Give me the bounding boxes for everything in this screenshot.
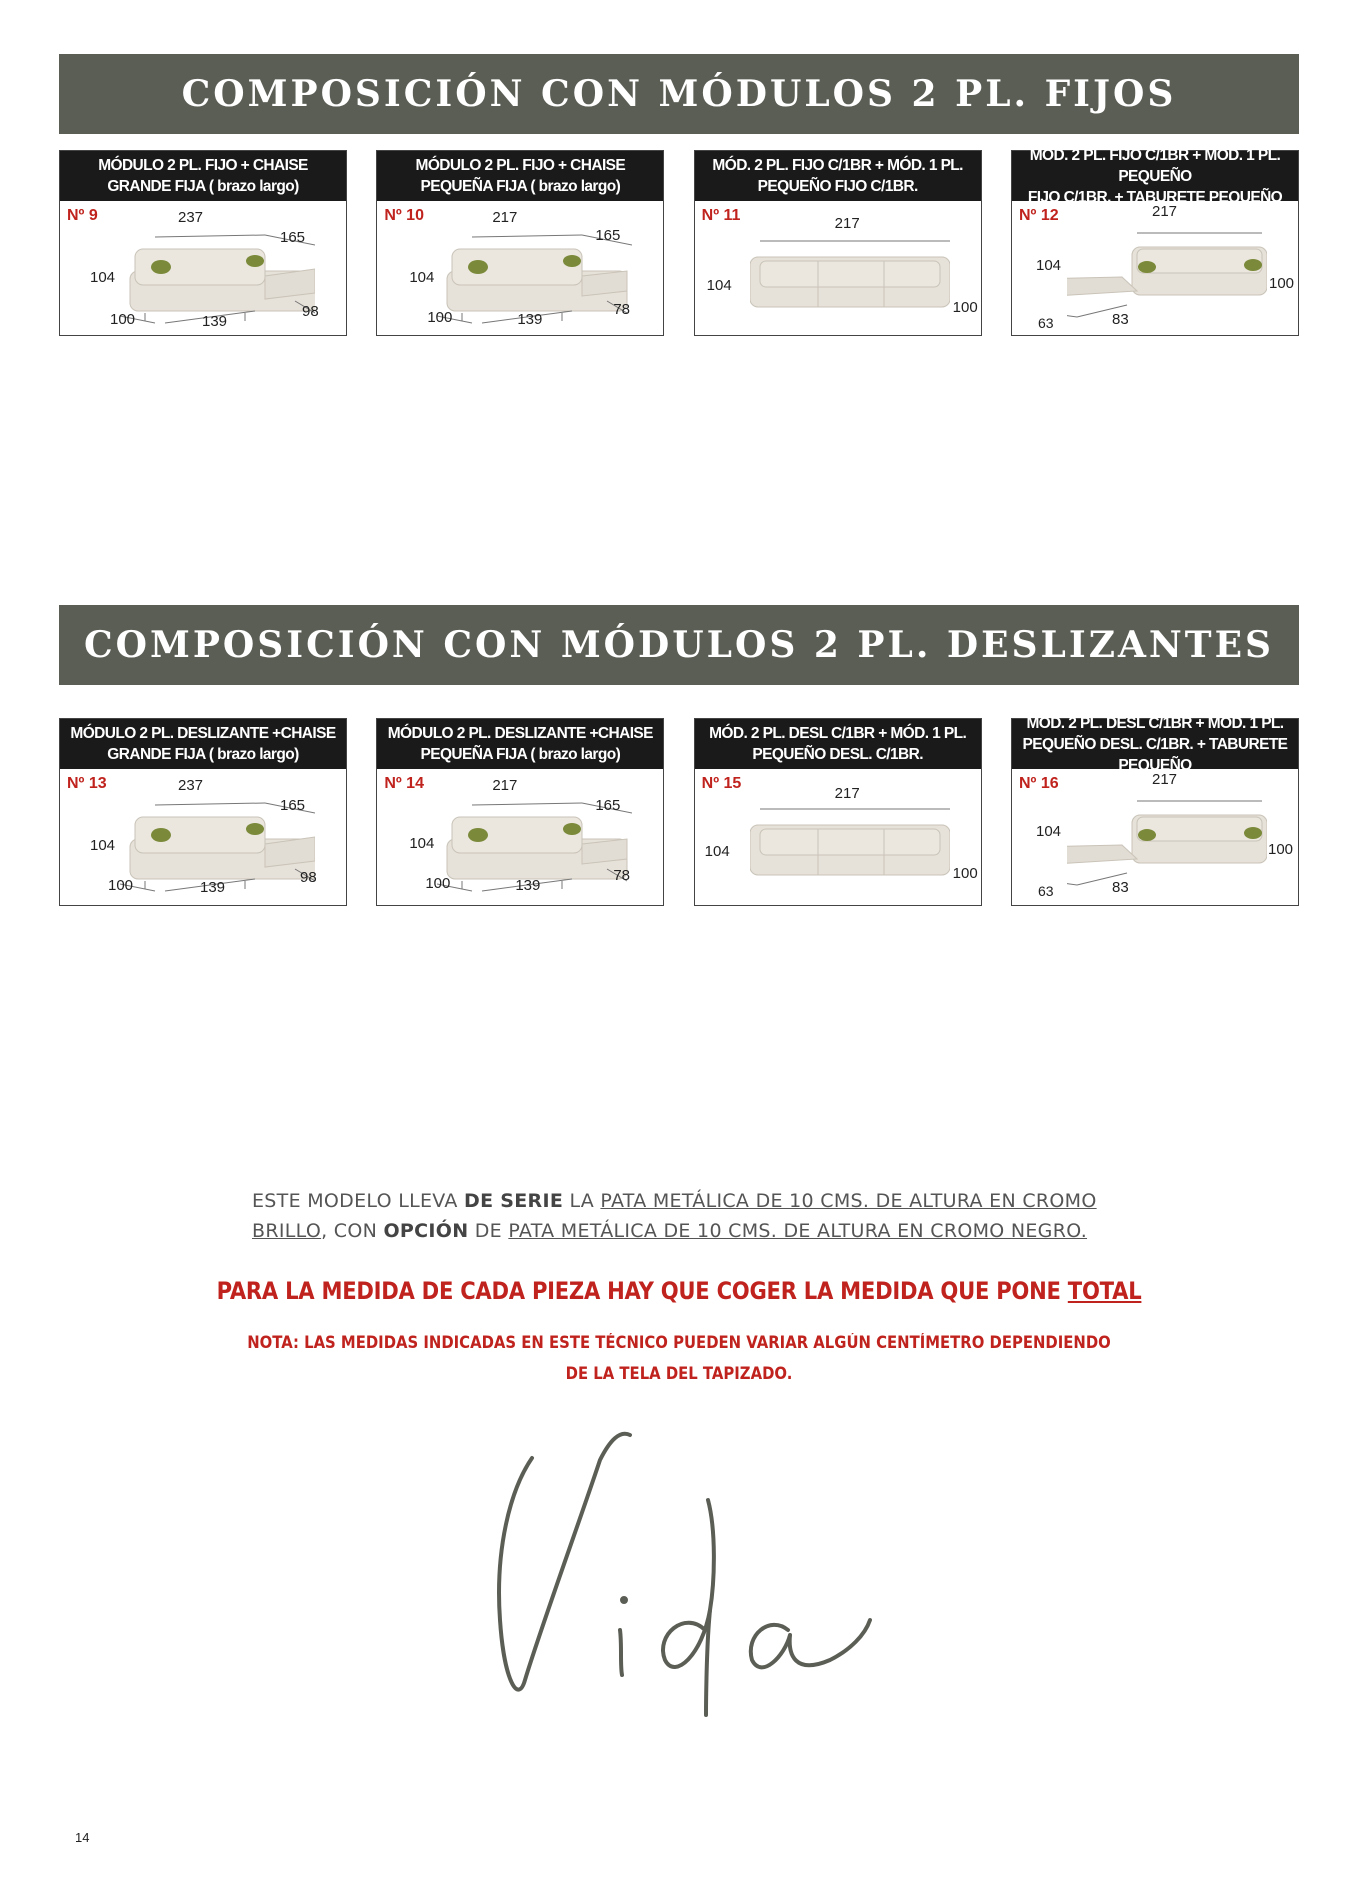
composition-number: Nº 13 xyxy=(67,775,107,792)
composition-card-9: MÓDULO 2 PL. FIJO + CHAISE GRANDE FIJA ( brazo largo) Nº 9 237 165 104 100 139 98 xyxy=(59,150,347,336)
composition-number: Nº 9 xyxy=(67,207,98,224)
sofa-with-stool-image xyxy=(1067,789,1267,897)
card-title: MÓD. 2 PL. DESL C/1BR + MÓD. 1 PL. PEQUEÑO DESL. C/1BR. + TABURETE PEQUEÑO xyxy=(1012,719,1298,769)
section-title-sliding: COMPOSICIÓN CON MÓDULOS 2 PL. DESLIZANTES xyxy=(59,605,1299,685)
sofa-with-stool-image xyxy=(1067,221,1267,329)
card-title: MÓD. 2 PL. DESL C/1BR + MÓD. 1 PL. PEQUEÑO DESL. C/1BR. xyxy=(695,719,981,769)
cards-row-fixed xyxy=(59,146,1299,336)
composition-number: Nº 11 xyxy=(701,207,741,224)
composition-card-16: MÓD. 2 PL. DESL C/1BR + MÓD. 1 PL. PEQUEÑO DESL. C/1BR. + TABURETE PEQUEÑO Nº 16 217 104 100 63 83 xyxy=(1011,718,1299,906)
cards-row-sliding xyxy=(59,714,1299,906)
card-title: MÓDULO 2 PL. FIJO + CHAISE GRANDE FIJA ( brazo largo) xyxy=(60,151,346,201)
card-title: MÓDULO 2 PL. DESLIZANTE +CHAISE PEQUEÑA FIJA ( brazo largo) xyxy=(377,719,663,769)
card-title: MÓDULO 2 PL. FIJO + CHAISE PEQUEÑA FIJA ( brazo largo) xyxy=(377,151,663,201)
straight-sofa-image xyxy=(750,221,950,329)
composition-card-13: MÓDULO 2 PL. DESLIZANTE +CHAISE GRANDE FIJA ( brazo largo) Nº 13 237 165 104 100 139 98 xyxy=(59,718,347,906)
straight-sofa-image xyxy=(750,789,950,897)
composition-number: Nº 12 xyxy=(1018,207,1059,224)
composition-number: Nº 16 xyxy=(1018,775,1059,792)
composition-number: Nº 10 xyxy=(384,207,424,224)
composition-number: Nº 14 xyxy=(384,775,424,792)
measurement-notice: PARA LA MEDIDA DE CADA PIEZA HAY QUE COGER LA MEDIDA QUE PONE TOTAL xyxy=(216,1277,1142,1305)
measurement-disclaimer: NOTA: LAS MEDIDAS INDICADAS EN ESTE TÉCNICO PUEDEN VARIAR ALGÚN CENTÍMETRO DEPENDIENDO DE LA TELA DEL TAPIZADO. xyxy=(247,1333,1111,1383)
vida-script-logo xyxy=(470,1430,890,1720)
composition-card-14: MÓDULO 2 PL. DESLIZANTE +CHAISE PEQUEÑA FIJA ( brazo largo) Nº 14 217 165 104 100 139 78 xyxy=(376,718,664,906)
leg-option-note: ESTE MODELO LLEVA DE SERIE LA PATA METÁLICA DE 10 CMS. DE ALTURA EN CROMO BRILLO, CON OPCIÓN DE PATA METÁLICA DE 10 CMS. DE ALTURA EN CROMO NEGRO. xyxy=(252,1190,1097,1242)
card-title: MÓD. 2 PL. FIJO C/1BR + MÓD. 1 PL. PEQUEÑO FIJO C/1BR. xyxy=(695,151,981,201)
composition-card-12: MÓD. 2 PL. FIJO C/1BR + MÓD. 1 PL. PEQUEÑO FIJO C/1BR. + TABURETE PEQUEÑO Nº 12 217 104 100 63 83 xyxy=(1011,150,1299,336)
composition-number: Nº 15 xyxy=(701,775,742,792)
card-title: MÓD. 2 PL. FIJO C/1BR + MÓD. 1 PL. PEQUEÑO FIJO C/1BR. + TABURETE PEQUEÑO xyxy=(1012,151,1298,201)
composition-card-15: MÓD. 2 PL. DESL C/1BR + MÓD. 1 PL. PEQUEÑO DESL. C/1BR. Nº 15 217 104 100 xyxy=(694,718,982,906)
card-title: MÓDULO 2 PL. DESLIZANTE +CHAISE GRANDE FIJA ( brazo largo) xyxy=(60,719,346,769)
composition-card-11: MÓD. 2 PL. FIJO C/1BR + MÓD. 1 PL. PEQUEÑO FIJO C/1BR. Nº 11 217 104 100 xyxy=(694,150,982,336)
composition-card-10: MÓDULO 2 PL. FIJO + CHAISE PEQUEÑA FIJA ( brazo largo) Nº 10 217 165 104 100 139 78 xyxy=(376,150,664,336)
section-title-fixed: COMPOSICIÓN CON MÓDULOS 2 PL. FIJOS xyxy=(59,54,1299,134)
page-number: 14 xyxy=(75,1830,90,1845)
brand-text: Vida xyxy=(470,1430,472,1431)
